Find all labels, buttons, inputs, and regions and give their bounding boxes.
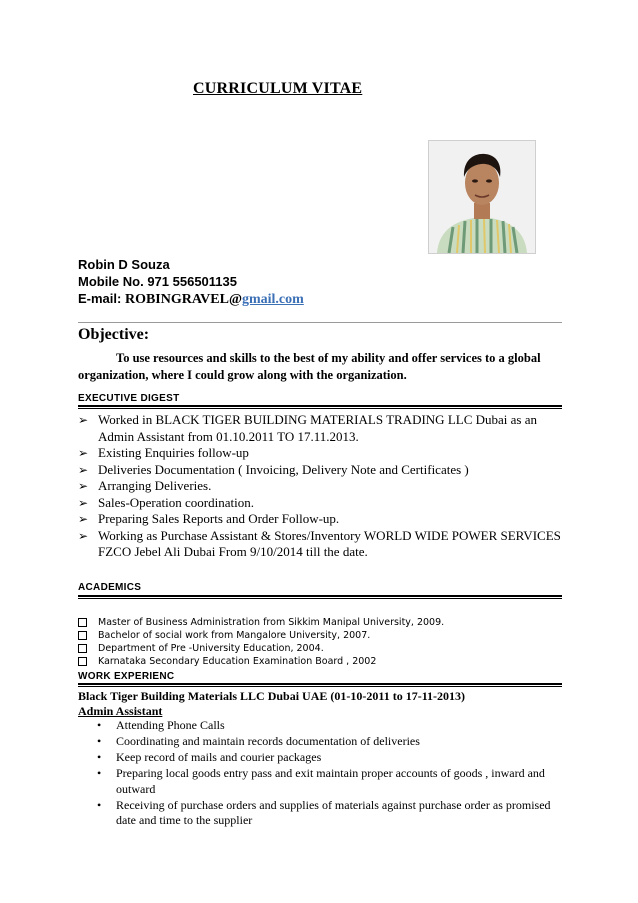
arrow-bullet-icon: ➢ (78, 413, 89, 427)
arrow-bullet-icon: ➢ (78, 495, 89, 510)
objective-text (78, 350, 558, 384)
arrow-bullet-icon: ➢ (78, 512, 89, 526)
email-user: ROBINGRAVEL@ (124, 292, 242, 307)
list-item-text: Bachelor of social work from Mangalore University, 2007. (98, 630, 371, 641)
list-item-text: Department of Pre -University Education, 2004. (98, 643, 324, 654)
list-item-text: Coordinating and maintain records documentation of deliveries (116, 734, 420, 748)
section-divider (78, 405, 562, 409)
list-item-text: Preparing local goods entry pass and exit maintain proper accounts of goods , inward and outward (116, 766, 545, 796)
objective-heading: Objective: (78, 326, 150, 343)
list-item (96, 798, 556, 829)
list-item-text: Karnataka Secondary Education Examination Board , 2002 (98, 656, 377, 667)
section-divider (78, 683, 562, 687)
arrow-bullet-icon: ➢ (78, 446, 89, 460)
list-item-text: Deliveries Documentation ( Invoicing, Delivery Note and Certificates ) (98, 461, 469, 477)
section-divider (78, 595, 562, 599)
academics-list (78, 616, 564, 668)
email-line (78, 291, 304, 308)
work-experience-heading: WORK EXPERIENC (78, 671, 175, 682)
list-item-text: Receiving of purchase orders and supplies of materials against purchase order as promised date and time to the supplier (116, 797, 551, 827)
square-bullet-icon (78, 657, 87, 666)
list-item (78, 412, 564, 445)
list-item-text: Preparing Sales Reports and Order Follow-up. (98, 511, 340, 526)
executive-digest-heading: EXECUTIVE DIGEST (78, 393, 180, 404)
list-item (78, 462, 564, 479)
list-item (78, 629, 564, 642)
round-bullet-icon: • (97, 766, 102, 780)
arrow-bullet-icon: ➢ (78, 479, 89, 493)
arrow-bullet-icon: ➢ (78, 528, 89, 543)
email-label: E-mail: (78, 291, 125, 306)
list-item (78, 478, 564, 495)
list-item-text: Master of Business Administration from Sikkim Manipal University, 2009. (98, 617, 445, 628)
divider (78, 322, 562, 323)
list-item-text: Arranging Deliveries. (98, 478, 212, 493)
list-item-text: Working as Purchase Assistant & Stores/Inventory WORLD WIDE POWER SERVICES FZCO Jebel Ali Dubai From 9/10/2014 till the date. (98, 527, 561, 559)
list-item (78, 642, 564, 655)
list-item (96, 766, 556, 797)
list-item (78, 616, 564, 629)
list-item (78, 445, 564, 462)
work-company: Black Tiger Building Materials LLC Dubai UAE (01-10-2011 to 17-11-2013) (78, 689, 466, 703)
profile-photo-image (429, 141, 535, 253)
academics-heading: ACADEMICS (78, 582, 142, 593)
list-item (78, 495, 564, 512)
list-item (78, 655, 564, 668)
list-item-text: Sales-Operation coordination. (98, 494, 254, 510)
round-bullet-icon: • (97, 718, 102, 732)
square-bullet-icon (78, 644, 87, 653)
objective-body: To use resources and skills to the best of my ability and offer services to a global organization, where I could grow along with the organization. (78, 351, 541, 382)
list-item-text: Existing Enquiries follow-up (98, 445, 249, 460)
list-item (78, 528, 564, 561)
round-bullet-icon: • (97, 750, 102, 764)
square-bullet-icon (78, 631, 87, 640)
list-item (78, 511, 564, 528)
mobile-number: Mobile No. 971 556501135 (78, 274, 237, 289)
list-item (96, 734, 556, 750)
list-item-text: Keep record of mails and courier packages (116, 750, 322, 764)
email-domain-link[interactable]: gmail.com (241, 292, 304, 307)
list-item-text: Worked in BLACK TIGER BUILDING MATERIALS TRADING LLC Dubai as an Admin Assistant from 01.10.2011 TO 17.11.2013. (98, 412, 537, 444)
work-duties-list (96, 718, 556, 829)
list-item (96, 750, 556, 766)
list-item-text: Attending Phone Calls (116, 718, 225, 732)
candidate-name: Robin D Souza (78, 257, 170, 272)
work-role: Admin Assistant (78, 704, 163, 718)
list-item (96, 718, 556, 734)
profile-photo (428, 140, 536, 254)
square-bullet-icon (78, 618, 87, 627)
executive-digest-list (78, 412, 564, 561)
document-title: CURRICULUM VITAE (193, 80, 363, 97)
round-bullet-icon: • (97, 734, 102, 748)
arrow-bullet-icon: ➢ (78, 462, 89, 477)
round-bullet-icon: • (97, 797, 102, 812)
